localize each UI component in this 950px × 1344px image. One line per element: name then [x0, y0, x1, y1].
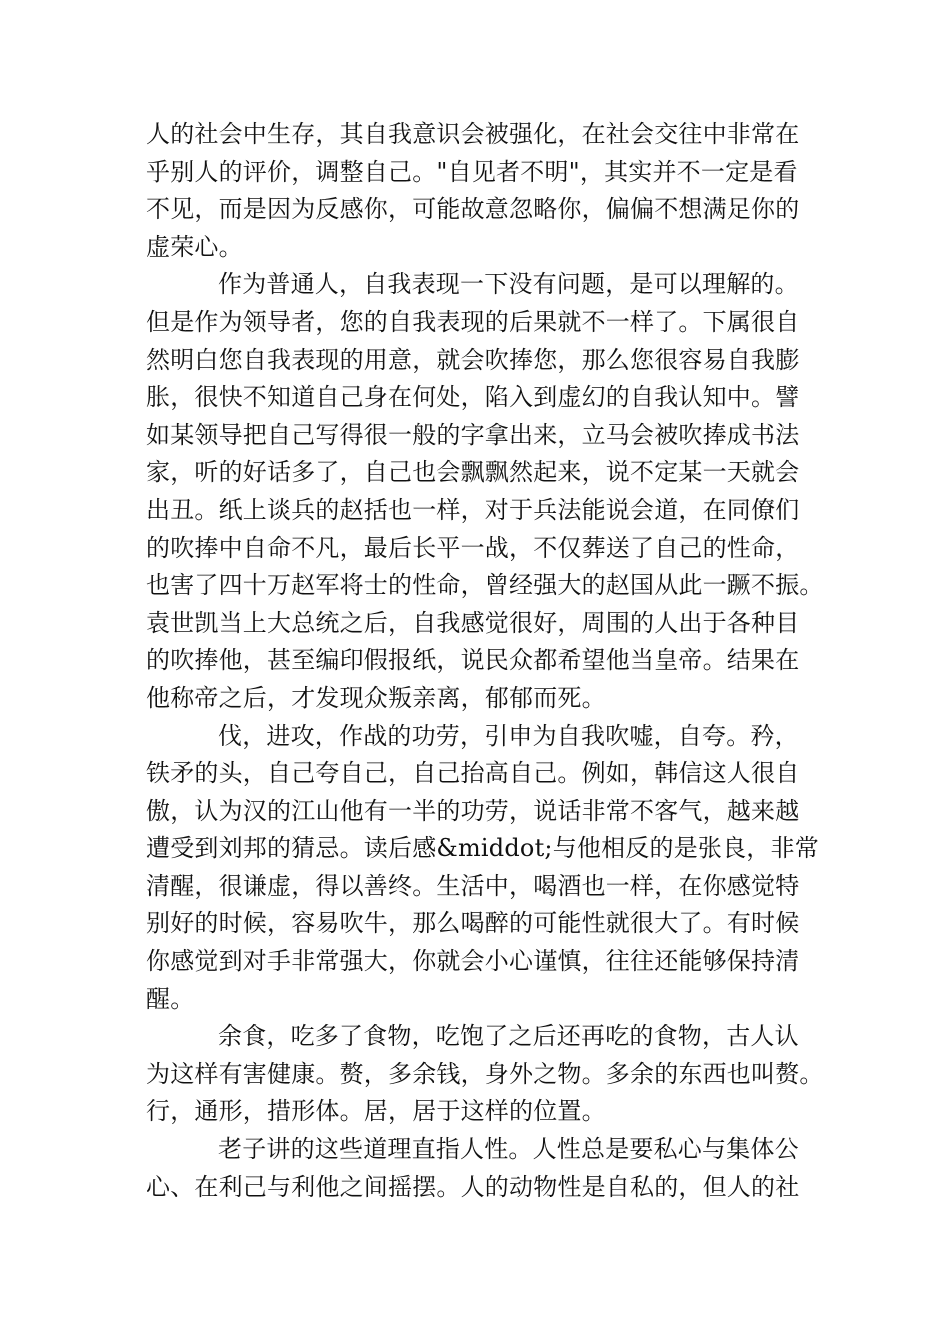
paragraph-first-line: 老子讲的这些道理直指人性。人性总是要私心与集体公	[218, 1135, 799, 1164]
text-line: 醒。	[146, 984, 195, 1013]
text-line: 然明白您自我表现的用意，就会吹捧您，那么您很容易自我膨	[146, 345, 800, 374]
text-line: 也害了四十万赵军将士的性命，曾经强大的赵国从此一蹶不振。	[146, 571, 824, 600]
paragraph-first-line: 伐，进攻，作战的功劳，引申为自我吹嘘，自夸。矜，	[218, 721, 799, 750]
paragraph-first-line: 余食，吃多了食物，吃饱了之后还再吃的食物，古人认	[218, 1022, 799, 1051]
text-line: 行，通形，措形体。居，居于这样的位置。	[146, 1097, 606, 1126]
text-line: 出丑。纸上谈兵的赵括也一样，对于兵法能说会道，在同僚们	[146, 495, 800, 524]
text-line: 为这样有害健康。赘，多余钱，身外之物。多余的东西也叫赘。	[146, 1059, 824, 1088]
text-line: 遭受到刘邦的猜忌。读后感&middot;与他相反的是张良，非常	[146, 834, 819, 863]
text-line: 他称帝之后，才发现众叛亲离，郁郁而死。	[146, 683, 606, 712]
text-line: 的吹捧中自命不凡，最后长平一战，不仅葬送了自己的性命，	[146, 533, 800, 562]
paragraph-first-line: 作为普通人，自我表现一下没有问题，是可以理解的。	[218, 270, 799, 299]
text-line: 家，听的好话多了，自己也会飘飘然起来，说不定某一天就会	[146, 458, 800, 487]
body-text	[146, 116, 824, 1206]
text-line: 铁矛的头，自己夸自己，自己抬高自己。例如，韩信这人很自	[146, 759, 800, 788]
text-line: 但是作为领导者，您的自我表现的后果就不一样了。下属很自	[146, 307, 800, 336]
text-line: 胀，很快不知道自己身在何处，陷入到虚幻的自我认知中。譬	[146, 383, 800, 412]
text-line: 虚荣心。	[146, 232, 243, 261]
text-line: 清醒，很谦虚，得以善终。生活中，喝酒也一样，在你感觉特	[146, 871, 800, 900]
text-line: 乎别人的评价，调整自己。"自见者不明"，其实并不一定是看	[146, 157, 798, 186]
text-line: 你感觉到对手非常强大，你就会小心谨慎，往往还能够保持清	[146, 947, 800, 976]
text-line: 的吹捧他，甚至编印假报纸，说民众都希望他当皇帝。结果在	[146, 646, 800, 675]
text-line: 不见，而是因为反感你，可能故意忽略你，偏偏不想满足你的	[146, 195, 800, 224]
text-line: 人的社会中生存，其自我意识会被强化，在社会交往中非常在	[146, 120, 800, 148]
text-line: 心、在利己与利他之间摇摆。人的动物性是自私的，但人的社	[146, 1172, 800, 1201]
text-line: 傲，认为汉的江山他有一半的功劳，说话非常不客气，越来越	[146, 796, 800, 825]
text-line: 如某领导把自己写得很一般的字拿出来，立马会被吹捧成书法	[146, 420, 800, 449]
text-line: 别好的时候，容易吹牛，那么喝醉的可能性就很大了。有时候	[146, 909, 800, 938]
text-line: 袁世凯当上大总统之后，自我感觉很好，周围的人出于各种目	[146, 608, 800, 637]
